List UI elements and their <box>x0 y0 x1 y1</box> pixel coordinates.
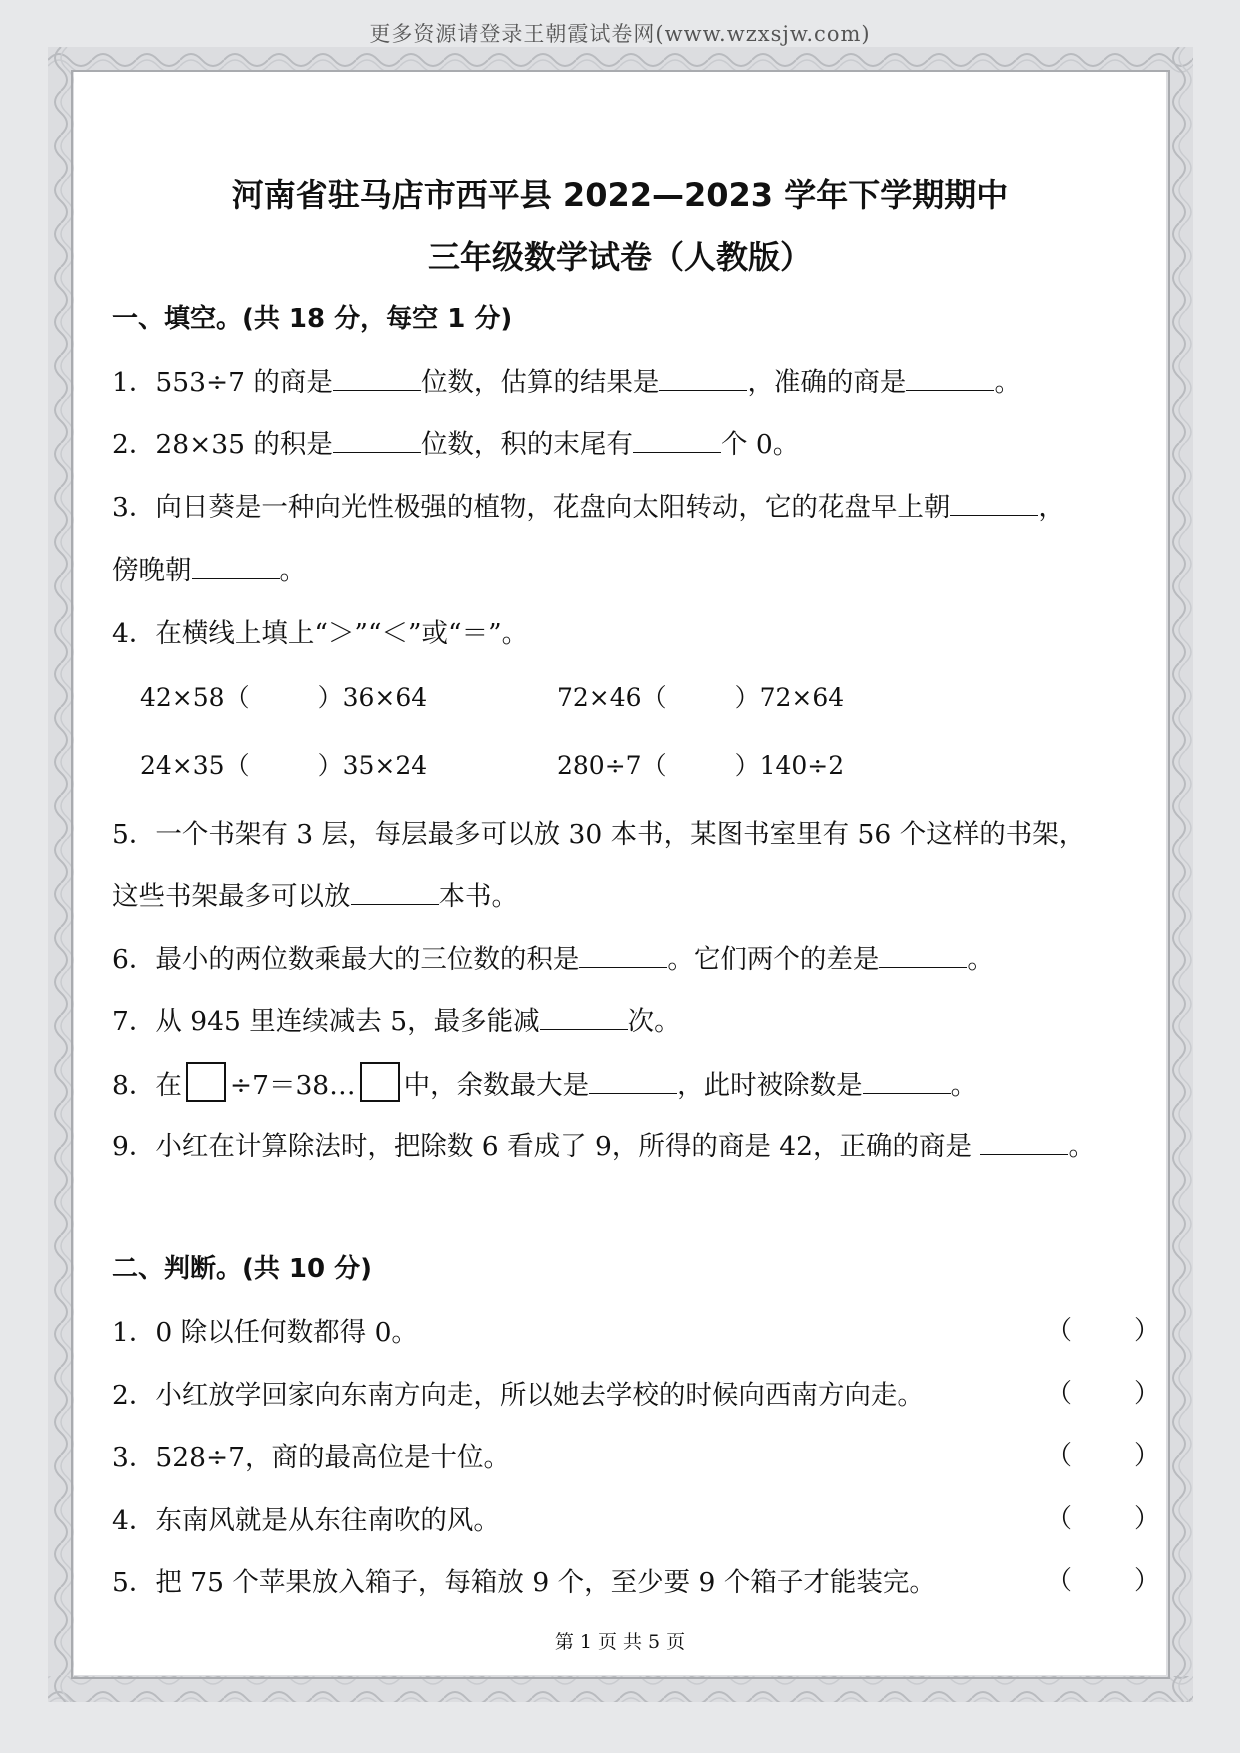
comparison-item <box>557 746 844 782</box>
q1-text-d: 。 <box>994 367 1021 398</box>
q8-text-d: ，此时被除数是 <box>677 1070 863 1101</box>
q3-line1-text: 3．向日葵是一种向光性极强的植物，花盘向太阳转动，它的花盘早上朝 <box>112 492 951 523</box>
q6-text-a: 6．最小的两位数乘最大的三位数的积是 <box>112 944 580 975</box>
question-1-2 <box>112 422 799 461</box>
question-1-5-line-2 <box>112 874 518 913</box>
judgment-answer-parens: （ ） <box>1046 1379 1161 1409</box>
comparison-item <box>140 678 427 714</box>
q9-text-a: 9．小红在计算除法时，把除数 6 看成了 9，所得的商是 42，正确的商是 <box>112 1131 972 1162</box>
answer-box <box>186 1062 226 1102</box>
question-1-6 <box>112 937 994 976</box>
q6-text-c: 。 <box>967 944 994 975</box>
watermark-text: 更多资源请登录王朝霞试卷网(www.wzxsjw.com) <box>369 22 871 46</box>
q8-text-a: 8．在 <box>112 1070 182 1101</box>
q6-text-b: 。它们两个的差是 <box>667 944 880 975</box>
q5-line2-b: 本书。 <box>438 881 518 912</box>
comparison-left: 72×46（ <box>557 683 667 712</box>
answer-blank <box>192 556 280 579</box>
exam-title-line-2: 三年级数学试卷（人教版） <box>427 238 812 276</box>
judgment-answer-parens: （ ） <box>1046 1566 1161 1596</box>
answer-blank <box>863 1071 951 1094</box>
q7-text-a: 7．从 945 里连续减去 5，最多能减 <box>112 1006 540 1037</box>
answer-blank <box>633 430 721 453</box>
q8-text-e: 。 <box>950 1070 978 1101</box>
comparison-right: ）35×24 <box>317 751 428 780</box>
comparison-left: 24×35（ <box>140 751 250 780</box>
comparison-right: ）36×64 <box>317 683 428 712</box>
page-number-footer: 第 1 页 共 5 页 <box>554 1631 686 1653</box>
comparison-left: 280÷7（ <box>557 751 667 780</box>
q9-text-b: 。 <box>1068 1131 1095 1162</box>
question-1-7 <box>112 999 681 1038</box>
comparison-item <box>140 746 427 782</box>
judgment-answer-parens: （ ） <box>1046 1316 1161 1346</box>
comparison-right: ）72×64 <box>734 683 845 712</box>
judgment-answer-parens: （ ） <box>1046 1441 1161 1471</box>
answer-blank <box>333 430 421 453</box>
q3-line2-text: 傍晚朝 <box>112 555 192 586</box>
q2-text-a: 2．28×35 的积是 <box>112 429 333 460</box>
question-1-8 <box>112 1062 977 1102</box>
judgment-item: 5．把 75 个苹果放入箱子，每箱放 9 个，至少要 9 个箱子才能装完。 <box>112 1567 936 1598</box>
q2-text-b: 位数，积的末尾有 <box>420 429 633 460</box>
answer-blank <box>579 945 667 968</box>
q3-line1-end: ， <box>1038 492 1065 523</box>
q8-text-c: 中，余数最大是 <box>403 1070 590 1101</box>
section-2-heading: 二、判断。(共 10 分) <box>112 1254 373 1284</box>
judgment-answer-parens: （ ） <box>1046 1504 1161 1534</box>
answer-blank <box>980 1132 1068 1155</box>
answer-blank <box>659 368 747 391</box>
answer-blank <box>950 493 1038 516</box>
question-1-3-line-1 <box>112 485 1065 524</box>
comparison-item <box>557 678 844 714</box>
q1-text-c: ，准确的商是 <box>747 367 907 398</box>
answer-blank <box>906 368 994 391</box>
q1-text-a: 1．553÷7 的商是 <box>112 367 333 398</box>
answer-blank <box>540 1007 628 1030</box>
q2-text-c: 个 0。 <box>720 429 800 460</box>
exam-title-line-1: 河南省驻马店市西平县 2022—2023 学年下学期期中 <box>231 176 1009 214</box>
answer-box <box>360 1062 400 1102</box>
q5-line2-a: 这些书架最多可以放 <box>112 881 351 912</box>
question-1-5-line-1: 5．一个书架有 3 层，每层最多可以放 30 本书，某图书室里有 56 个这样的书架， <box>112 819 1086 850</box>
judgment-item: 3．528÷7，商的最高位是十位。 <box>112 1442 511 1473</box>
answer-blank <box>333 368 421 391</box>
question-1-9 <box>112 1124 1095 1163</box>
answer-blank <box>589 1071 677 1094</box>
q3-line2-end: 。 <box>279 555 306 586</box>
answer-blank <box>351 882 439 905</box>
judgment-item: 1．0 除以任何数都得 0。 <box>112 1317 418 1348</box>
question-1-1 <box>112 360 1021 399</box>
section-1-heading: 一、填空。(共 18 分，每空 1 分) <box>112 304 513 334</box>
question-1-4-stem: 4．在横线上填上“＞”“＜”或“＝”。 <box>112 618 529 649</box>
q7-text-b: 次。 <box>627 1006 681 1037</box>
judgment-item: 4．东南风就是从东往南吹的风。 <box>112 1505 500 1536</box>
q8-text-b: ÷7＝38… <box>229 1070 356 1101</box>
question-1-3-line-2 <box>112 548 306 587</box>
q1-text-b: 位数，估算的结果是 <box>420 367 660 398</box>
comparison-left: 42×58（ <box>140 683 250 712</box>
answer-blank <box>879 945 967 968</box>
comparison-right: ）140÷2 <box>734 751 845 780</box>
judgment-item: 2．小红放学回家向东南方向走，所以她去学校的时候向西南方向走。 <box>112 1380 924 1411</box>
